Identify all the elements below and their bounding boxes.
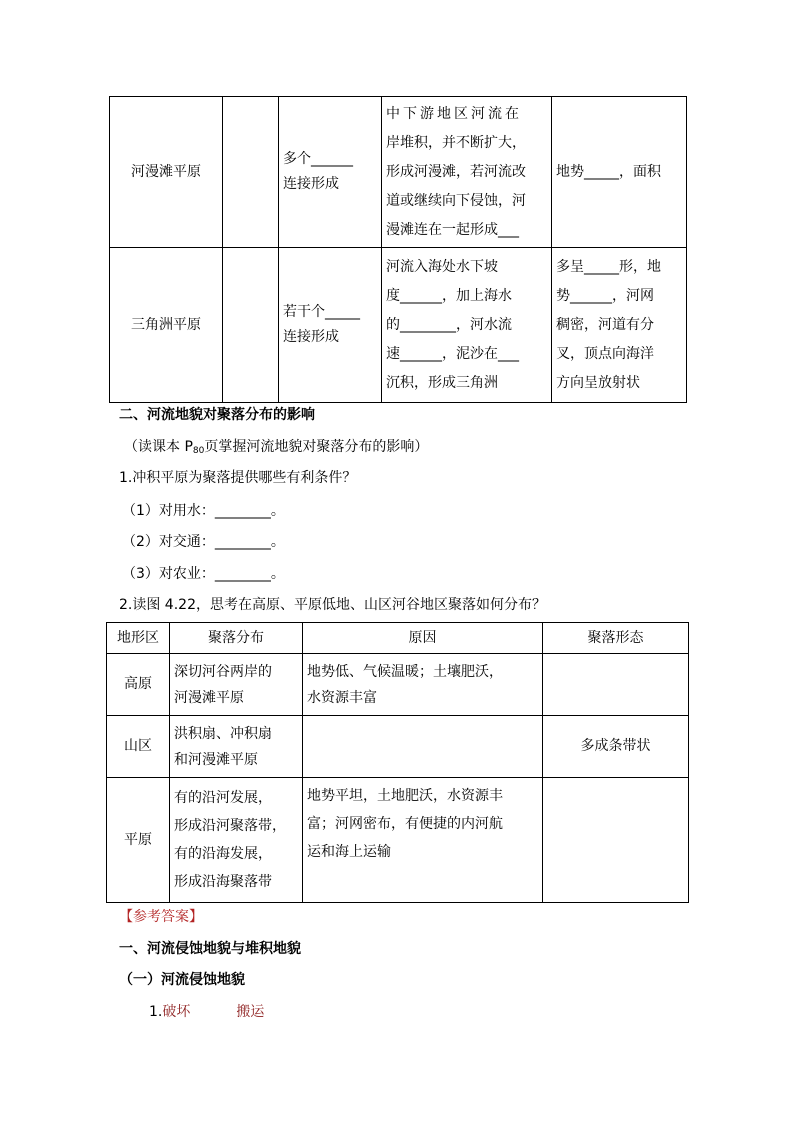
question-1-item: （1）对用水：________。 [122, 503, 285, 519]
text-line: 运和海上运输 [307, 844, 391, 860]
text-line: 深切河谷两岸的 [174, 663, 272, 680]
question-1: 1.冲积平原为聚落提供哪些有利条件？ [119, 470, 357, 486]
item-number: 1. [149, 1004, 163, 1020]
form-cell [543, 654, 689, 716]
area-cell: 高原 [107, 654, 170, 716]
table-row [110, 97, 687, 248]
text-line: 河流入海处水下坡 [386, 258, 498, 275]
note-suffix: 页掌握河流地貌对聚落分布的影响） [204, 439, 429, 455]
header-cell: 聚落形态 [543, 623, 689, 654]
text-line: 漫滩连在一起形成___ [386, 221, 519, 238]
area-cell: 山区 [107, 716, 170, 778]
text-line: 稠密，河道有分 [556, 316, 654, 333]
answer-text: 搬运 [236, 1004, 265, 1020]
reading-note [124, 436, 428, 456]
answers-heading-2: （一）河流侵蚀地貌 [119, 972, 245, 988]
landform-name: 河漫滩平原 [110, 97, 223, 248]
distribution-cell [170, 654, 303, 716]
note-prefix: （读课本 P [124, 439, 193, 455]
reason-cell [303, 716, 543, 778]
landform-name: 三角洲平原 [110, 248, 223, 403]
feature-cell [552, 97, 687, 248]
text-line: 中下游地区河流在 [386, 105, 522, 122]
form-cell [543, 778, 689, 903]
empty-cell [223, 248, 279, 403]
text-line: 形成河漫滩，若河流改 [386, 163, 526, 180]
reason-cell [303, 778, 543, 903]
table-row [107, 778, 689, 903]
text-line: 沉积，形成三角洲 [386, 374, 498, 391]
text-line: 形成沿海聚落带 [174, 874, 272, 890]
header-cell: 聚落分布 [170, 623, 303, 654]
text-line: 度______，加上海水 [386, 287, 512, 304]
text-line: 速______，泥沙在___ [386, 345, 519, 362]
section-heading: 二、河流地貌对聚落分布的影响 [119, 407, 315, 423]
page-subscript: 80 [192, 446, 205, 456]
landform-table [109, 96, 687, 403]
table-row [110, 248, 687, 403]
text-line: 若干个_____ [283, 304, 360, 320]
table-row [107, 716, 689, 778]
process-cell [382, 248, 552, 403]
text-line: 方向呈放射状 [556, 374, 640, 391]
question-1-item: （2）对交通：________。 [122, 534, 285, 550]
question-2: 2.读图 4.22，思考在高原、平原低地、山区河谷地区聚落如何分布？ [119, 597, 546, 613]
text-line: 水资源丰富 [307, 689, 377, 706]
text-line: 的________，河水流 [386, 316, 512, 333]
text-line: 势______，河网 [556, 287, 654, 304]
text-line: 地势低、气候温暖；土壤肥沃， [307, 663, 503, 680]
text-line: 和河漫滩平原 [174, 751, 258, 768]
table-row [107, 654, 689, 716]
text-line: 地势_____，面积 [556, 163, 661, 180]
text-line: 富；河网密布，有便捷的内河航 [307, 816, 503, 832]
text-line: 洪积扇、冲积扇 [174, 725, 272, 742]
form-cell: 多成条带状 [543, 716, 689, 778]
reason-cell [303, 654, 543, 716]
answers-heading-1: 一、河流侵蚀地貌与堆积地貌 [119, 941, 301, 957]
area-cell: 平原 [107, 778, 170, 903]
table-header-row [107, 623, 689, 654]
answers-title: 【参考答案】 [119, 909, 203, 925]
process-cell [382, 97, 552, 248]
text-line: 岸堆积，并不断扩大， [386, 134, 526, 151]
text-line: 多个______ [283, 151, 353, 167]
answer-text: 破坏 [162, 1004, 191, 1020]
text-line: 有的沿海发展， [174, 846, 272, 862]
text-line: 有的沿河发展， [174, 790, 272, 806]
text-line: 道或继续向下侵蚀，河 [386, 192, 526, 209]
text-line: 形成沿河聚落带， [174, 818, 286, 834]
formation-cell [279, 97, 382, 248]
text-line: 叉，顶点向海洋 [556, 345, 654, 362]
question-1-item: （3）对农业：________。 [122, 566, 285, 582]
formation-cell [279, 248, 382, 403]
distribution-cell [170, 716, 303, 778]
answer-item [149, 1001, 264, 1021]
feature-cell [552, 248, 687, 403]
text-line: 连接形成 [283, 176, 339, 192]
settlement-table [106, 622, 689, 903]
header-cell: 地形区 [107, 623, 170, 654]
header-cell: 原因 [303, 623, 543, 654]
text-line: 多呈_____形，地 [556, 258, 661, 275]
distribution-cell [170, 778, 303, 903]
text-line: 连接形成 [283, 329, 339, 345]
empty-cell [223, 97, 279, 248]
text-line: 河漫滩平原 [174, 689, 244, 706]
text-line: 地势平坦，土地肥沃，水资源丰 [307, 788, 503, 804]
